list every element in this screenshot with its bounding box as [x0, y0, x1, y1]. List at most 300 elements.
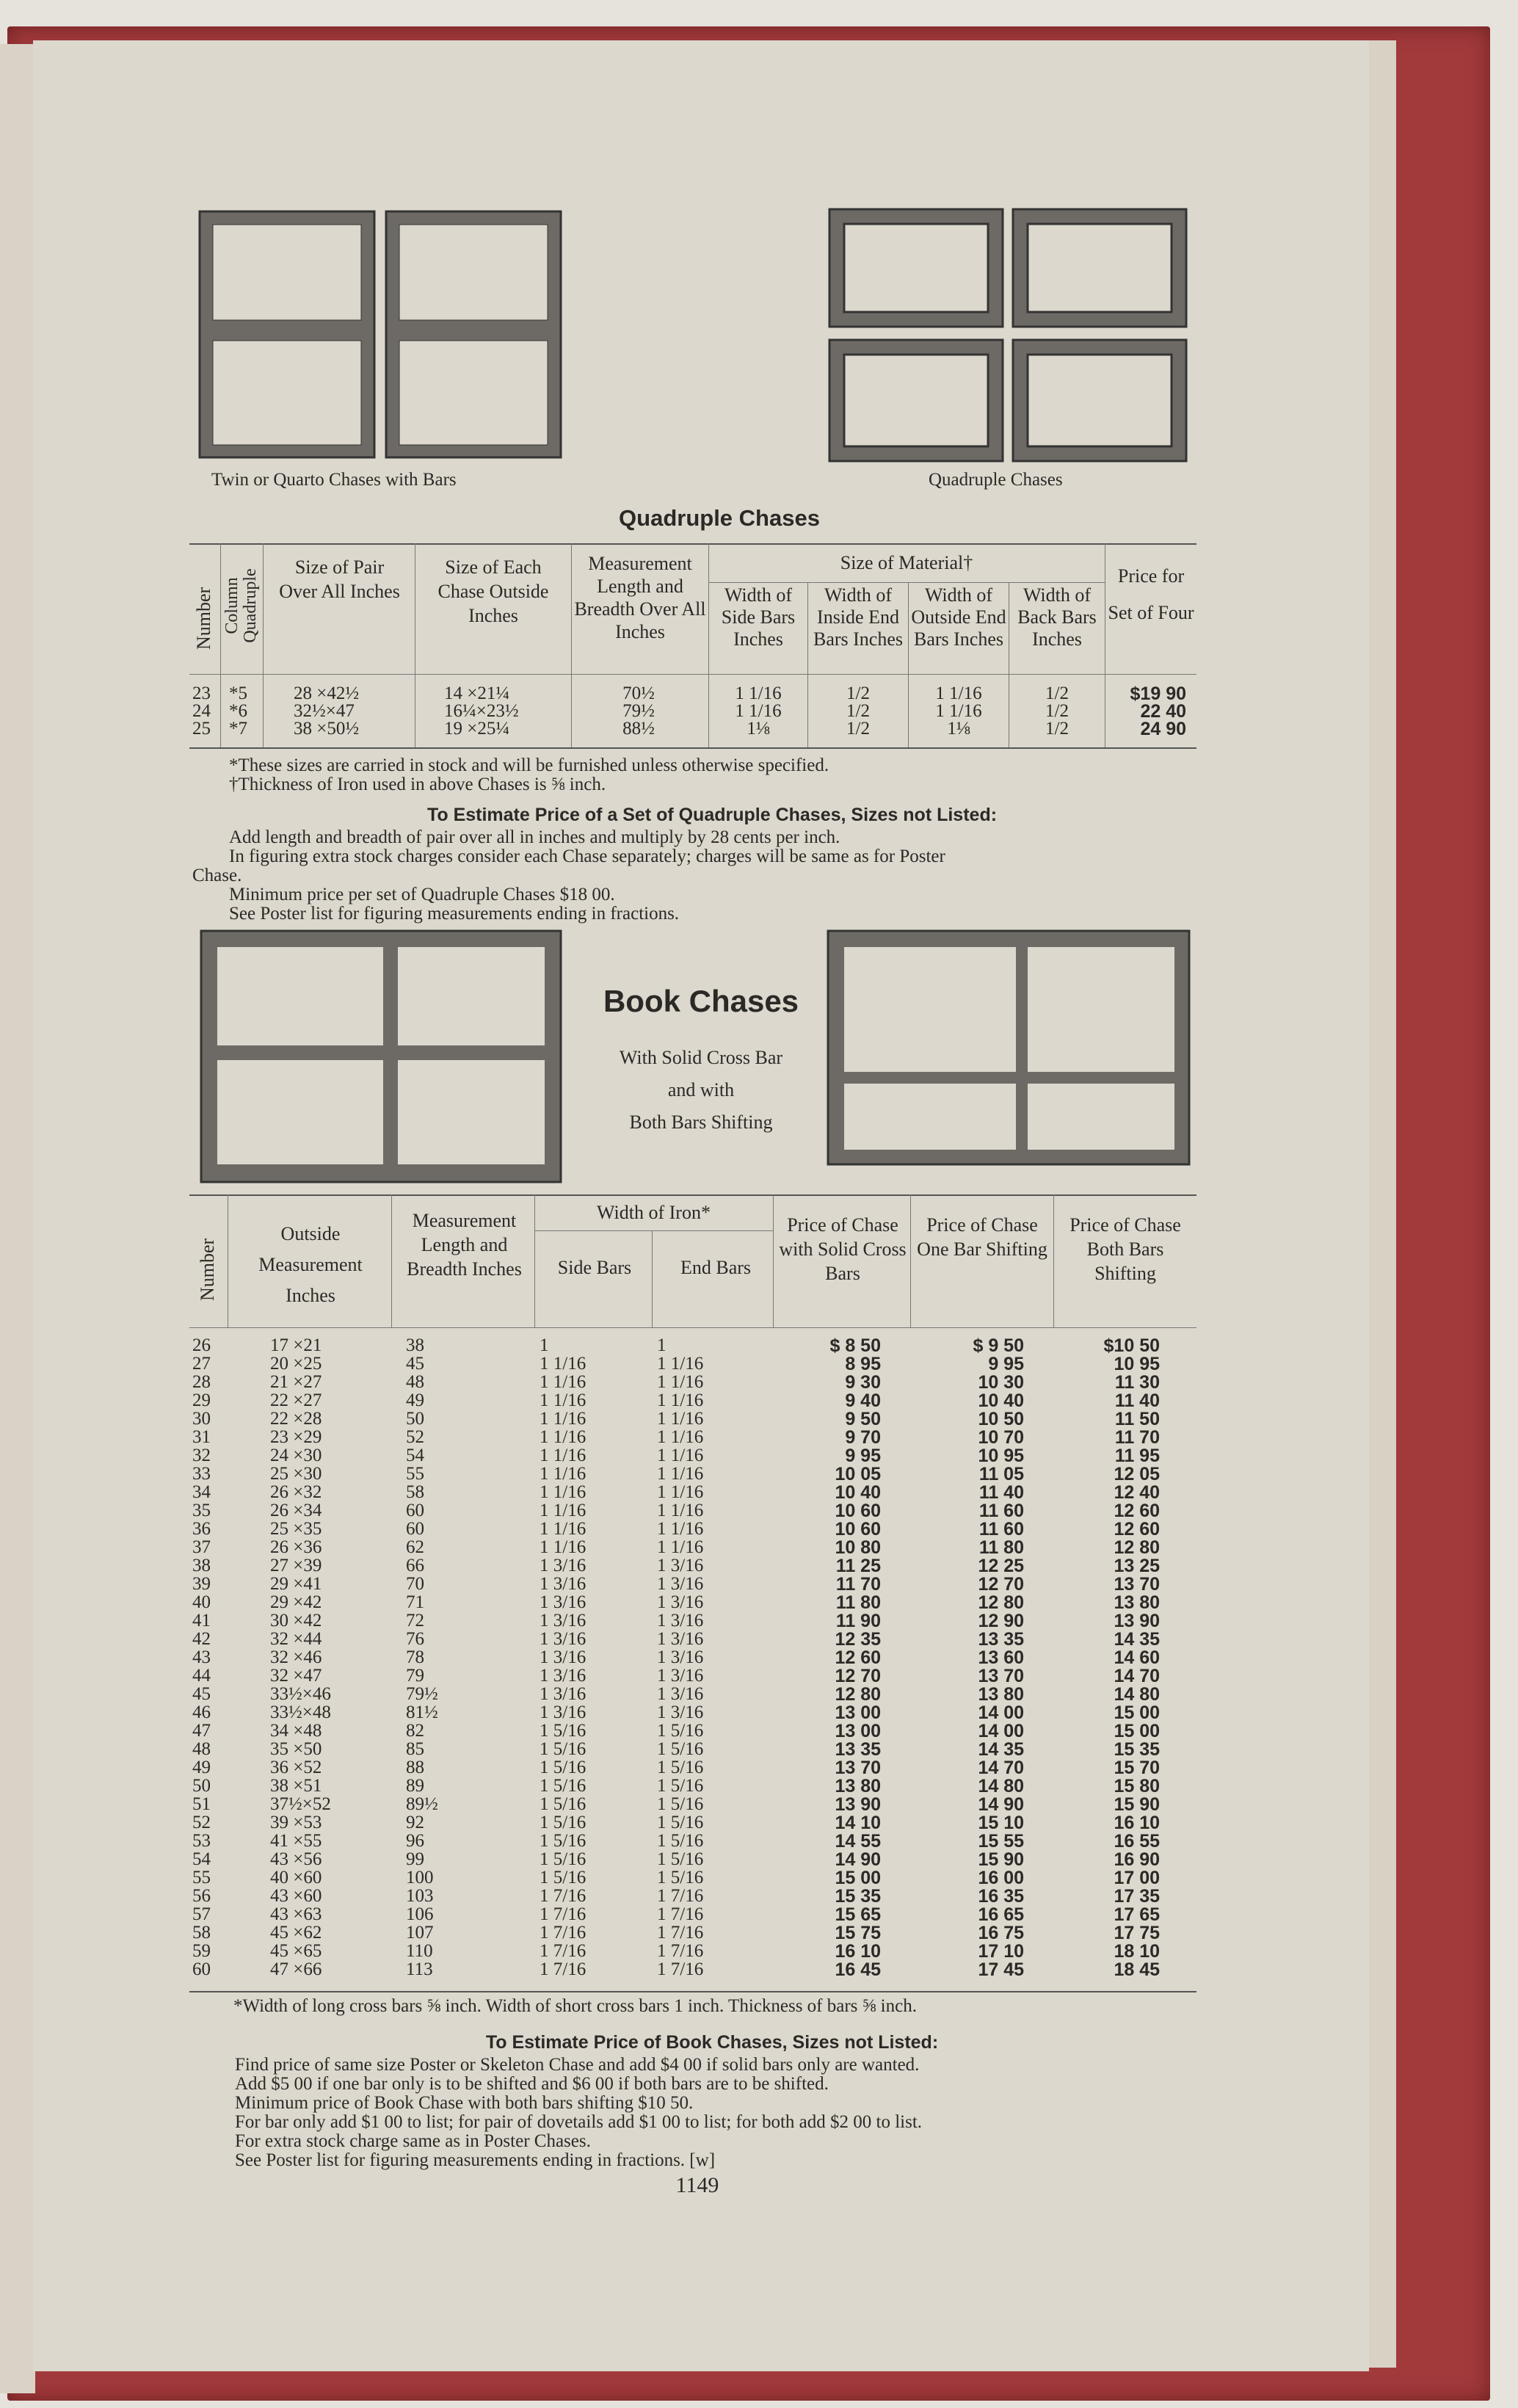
b-cell-side-bars: 1 3/16 — [540, 1684, 586, 1704]
b-cell-measurement: 79½ — [406, 1684, 438, 1704]
b-cell-price-one: 11 80 — [978, 1537, 1024, 1558]
b-cell-measurement: 107 — [406, 1923, 434, 1943]
q-cell-measurement: 79½ — [622, 701, 655, 721]
b-cell-price-one: 12 25 — [978, 1556, 1024, 1576]
b-cell-measurement: 38 — [406, 1335, 424, 1355]
b-cell-price-one: 17 45 — [978, 1959, 1024, 1980]
b-cell-price-both: 16 55 — [1114, 1831, 1160, 1852]
b-cell-price-one: 15 55 — [978, 1831, 1024, 1852]
b-cell-side-bars: 1 5/16 — [540, 1721, 586, 1741]
b-cell-price-both: 17 35 — [1114, 1886, 1160, 1907]
b-cell-price-solid: 13 35 — [835, 1739, 881, 1760]
b-cell-measurement: 92 — [406, 1813, 424, 1832]
b-cell-price-one: 15 90 — [978, 1849, 1024, 1870]
b-cell-number: 58 — [192, 1923, 211, 1943]
q-estimate-line: Chase. — [192, 866, 242, 885]
b-cell-outside: 36 ×52 — [270, 1758, 322, 1777]
b-cell-measurement: 72 — [406, 1611, 424, 1631]
b-cell-outside: 32 ×44 — [270, 1629, 322, 1649]
b-cell-price-solid: 8 95 — [845, 1354, 881, 1374]
twin-chases-figure — [198, 210, 565, 463]
book-chase-solid-bar-figure — [200, 929, 563, 1186]
b-cell-number: 27 — [192, 1354, 211, 1374]
b-cell-price-both: 14 70 — [1114, 1666, 1160, 1686]
b-cell-price-solid: 10 40 — [835, 1482, 881, 1503]
b-cell-price-one: 14 35 — [978, 1739, 1024, 1760]
b-cell-number: 33 — [192, 1464, 211, 1484]
b-cell-price-one: 11 60 — [978, 1501, 1024, 1521]
b-header-measurement: Measurement Length and Breadth Inches — [407, 1210, 522, 1280]
q-cell-number: 24 — [192, 701, 211, 721]
b-cell-side-bars: 1 1/16 — [540, 1446, 586, 1465]
b-cell-price-both: 12 40 — [1114, 1482, 1160, 1503]
b-cell-end-bars: 1 1/16 — [657, 1409, 704, 1429]
q-header-side-bars: Width of Side Bars Inches — [721, 584, 796, 650]
b-cell-end-bars: 1 1/16 — [657, 1427, 704, 1447]
b-cell-price-one: 10 30 — [978, 1372, 1024, 1393]
b-cell-number: 57 — [192, 1904, 211, 1924]
b-cell-price-solid: 15 65 — [835, 1904, 881, 1925]
b-cell-outside: 45 ×62 — [270, 1923, 322, 1943]
b-cell-number: 53 — [192, 1831, 211, 1851]
b-cell-end-bars: 1 5/16 — [657, 1868, 704, 1887]
b-cell-price-solid: 11 90 — [835, 1611, 881, 1631]
b-cell-side-bars: 1 1/16 — [540, 1482, 586, 1502]
b-cell-measurement: 60 — [406, 1519, 424, 1539]
q-cell-price: 22 40 — [1140, 701, 1186, 722]
b-cell-price-solid: 16 10 — [835, 1941, 881, 1962]
b-cell-price-both: 14 80 — [1114, 1684, 1160, 1705]
b-cell-price-solid: 9 30 — [845, 1372, 881, 1393]
b-cell-price-one: 14 80 — [978, 1776, 1024, 1796]
b-header-side-bars: Side Bars — [557, 1257, 632, 1278]
b-cell-measurement: 54 — [406, 1446, 424, 1465]
b-cell-price-both: 15 00 — [1114, 1721, 1160, 1741]
b-cell-price-solid: 14 10 — [835, 1813, 881, 1833]
b-cell-number: 46 — [192, 1702, 211, 1722]
b-cell-end-bars: 1 1/16 — [657, 1501, 704, 1520]
b-cell-outside: 26 ×32 — [270, 1482, 322, 1502]
b-cell-side-bars: 1 7/16 — [540, 1886, 586, 1906]
b-cell-end-bars: 1 3/16 — [657, 1666, 704, 1686]
b-cell-outside: 37½×52 — [270, 1794, 331, 1814]
b-cell-price-both: 15 00 — [1114, 1702, 1160, 1723]
b-cell-price-one: 13 35 — [978, 1629, 1024, 1650]
b-cell-price-solid: 12 35 — [835, 1629, 881, 1650]
b-cell-end-bars: 1 3/16 — [657, 1647, 704, 1667]
b-cell-end-bars: 1 1/16 — [657, 1446, 704, 1465]
book-chases-title: Book Chases — [603, 984, 799, 1018]
b-cell-price-one: 9 95 — [988, 1354, 1024, 1374]
b-cell-price-one: 13 70 — [978, 1666, 1024, 1686]
b-cell-side-bars: 1 1/16 — [540, 1427, 586, 1447]
b-cell-number: 44 — [192, 1666, 211, 1686]
q-header-price: Price for Set of Four — [1108, 565, 1194, 623]
b-cell-price-both: 15 35 — [1114, 1739, 1160, 1760]
b-cell-measurement: 71 — [406, 1592, 424, 1612]
b-cell-side-bars: 1 1/16 — [540, 1464, 586, 1484]
b-cell-measurement: 58 — [406, 1482, 424, 1502]
b-note-widths: *Width of long cross bars ⅝ inch. Width of short cross bars 1 inch. Thickness of bars ⅝ inch. — [233, 1996, 917, 2016]
q-cell-side-bars: 1 1/16 — [735, 683, 782, 703]
q-cell-column: *6 — [229, 701, 247, 721]
b-cell-measurement: 89½ — [406, 1794, 438, 1814]
book-subtitle-line: Both Bars Shifting — [629, 1111, 773, 1133]
book-chase-shifting-bars-figure — [827, 929, 1192, 1168]
b-header-outside: Outside Measurement Inches — [258, 1223, 363, 1306]
q-cell-back-bars: 1/2 — [1045, 719, 1069, 739]
b-cell-measurement: 45 — [406, 1354, 424, 1374]
facing-page-edge — [0, 44, 35, 2393]
b-cell-number: 40 — [192, 1592, 211, 1612]
b-cell-end-bars: 1 1/16 — [657, 1390, 704, 1410]
b-header-price-both: Price of Chase Both Bars Shifting — [1070, 1214, 1181, 1284]
q-note-thickness: †Thickness of Iron used in above Chases is ⅝ inch. — [229, 775, 606, 794]
b-cell-measurement: 62 — [406, 1537, 424, 1557]
b-header-price-solid: Price of Chase with Solid Cross Bars — [779, 1214, 907, 1284]
b-cell-measurement: 103 — [406, 1886, 434, 1906]
q-header-measurement: Measurement Length and Breadth Over All Inches — [574, 553, 706, 642]
b-cell-price-solid: 11 25 — [835, 1556, 881, 1576]
q-cell-each: 19 ×25¼ — [444, 719, 510, 739]
b-cell-side-bars: 1 1/16 — [540, 1501, 586, 1520]
b-cell-price-both: 13 25 — [1114, 1556, 1160, 1576]
b-cell-end-bars: 1 7/16 — [657, 1886, 704, 1906]
b-cell-measurement: 50 — [406, 1409, 424, 1429]
b-cell-price-one: 12 70 — [978, 1574, 1024, 1595]
b-cell-side-bars: 1 1/16 — [540, 1537, 586, 1557]
b-cell-measurement: 100 — [406, 1868, 434, 1887]
quadruple-title: Quadruple Chases — [619, 505, 820, 531]
b-cell-price-solid: 9 70 — [845, 1427, 881, 1448]
b-cell-number: 39 — [192, 1574, 211, 1594]
q-cell-pair: 28 ×42½ — [294, 683, 360, 703]
b-cell-price-one: 11 40 — [978, 1482, 1024, 1503]
b-cell-number: 50 — [192, 1776, 211, 1796]
b-cell-number: 35 — [192, 1501, 211, 1520]
b-cell-price-one: 16 75 — [978, 1923, 1024, 1943]
b-cell-outside: 45 ×65 — [270, 1941, 322, 1961]
b-cell-price-one: 11 60 — [978, 1519, 1024, 1540]
b-cell-side-bars: 1 1/16 — [540, 1354, 586, 1374]
b-cell-side-bars: 1 3/16 — [540, 1556, 586, 1575]
b-cell-outside: 33½×48 — [270, 1702, 331, 1722]
b-cell-end-bars: 1 1/16 — [657, 1537, 704, 1557]
b-cell-end-bars: 1 3/16 — [657, 1629, 704, 1649]
b-estimate-title: To Estimate Price of Book Chases, Sizes not Listed: — [485, 2032, 939, 2053]
b-cell-price-solid: 12 60 — [835, 1647, 881, 1668]
b-cell-end-bars: 1 3/16 — [657, 1702, 704, 1722]
b-cell-number: 52 — [192, 1813, 211, 1832]
q-cell-number: 23 — [192, 683, 211, 703]
b-cell-price-one: 10 95 — [978, 1446, 1024, 1466]
b-cell-measurement: 96 — [406, 1831, 424, 1851]
b-cell-measurement: 110 — [406, 1941, 433, 1961]
b-cell-price-solid: 10 05 — [835, 1464, 881, 1484]
b-cell-outside: 33½×46 — [270, 1684, 331, 1704]
b-cell-price-both: 12 60 — [1114, 1519, 1160, 1540]
b-cell-price-both: 13 70 — [1114, 1574, 1160, 1595]
b-estimate-line: Minimum price of Book Chase with both bars shifting $10 50. — [235, 2093, 694, 2113]
b-cell-price-one: 16 65 — [978, 1904, 1024, 1925]
b-cell-outside: 26 ×34 — [270, 1501, 322, 1520]
q-cell-measurement: 70½ — [622, 683, 655, 703]
b-cell-side-bars: 1 5/16 — [540, 1794, 586, 1814]
b-cell-measurement: 78 — [406, 1647, 424, 1667]
b-cell-price-solid: 12 70 — [835, 1666, 881, 1686]
b-cell-measurement: 55 — [406, 1464, 424, 1484]
b-cell-price-both: 12 05 — [1114, 1464, 1160, 1484]
b-cell-price-both: 14 60 — [1114, 1647, 1160, 1668]
b-cell-side-bars: 1 3/16 — [540, 1702, 586, 1722]
b-cell-measurement: 79 — [406, 1666, 424, 1686]
b-header-number: Number — [197, 1238, 218, 1301]
b-cell-price-one: 16 35 — [978, 1886, 1024, 1907]
b-cell-price-solid: 12 80 — [835, 1684, 881, 1705]
b-cell-price-solid: 13 80 — [835, 1776, 881, 1796]
b-cell-outside: 22 ×27 — [270, 1390, 322, 1410]
b-cell-outside: 35 ×50 — [270, 1739, 322, 1759]
q-estimate-line: Add length and breadth of pair over all in inches and multiply by 28 cents per inch. — [229, 827, 840, 847]
book-subtitle-line: With Solid Cross Bar — [619, 1047, 783, 1068]
b-cell-end-bars: 1 3/16 — [657, 1611, 704, 1631]
b-cell-outside: 40 ×60 — [270, 1868, 322, 1887]
q-header-outside-end: Width of Outside End Bars Inches — [911, 584, 1006, 650]
b-cell-measurement: 76 — [406, 1629, 424, 1649]
b-cell-side-bars: 1 5/16 — [540, 1758, 586, 1777]
b-cell-number: 43 — [192, 1647, 211, 1667]
b-cell-price-solid: $ 8 50 — [829, 1335, 881, 1356]
b-cell-side-bars: 1 3/16 — [540, 1666, 586, 1686]
b-cell-end-bars: 1 7/16 — [657, 1923, 704, 1943]
b-cell-price-solid: 16 45 — [835, 1959, 881, 1980]
b-cell-price-solid: 9 50 — [845, 1409, 881, 1429]
b-cell-price-one: 13 80 — [978, 1684, 1024, 1705]
b-cell-number: 32 — [192, 1446, 211, 1465]
b-cell-outside: 26 ×36 — [270, 1537, 322, 1557]
q-estimate-line: See Poster list for figuring measurements ending in fractions. — [229, 904, 680, 924]
b-cell-price-one: $ 9 50 — [973, 1335, 1024, 1356]
q-cell-inside-end: 1/2 — [846, 701, 870, 721]
b-cell-side-bars: 1 1/16 — [540, 1409, 586, 1429]
b-cell-price-one: 12 80 — [978, 1592, 1024, 1613]
b-cell-end-bars: 1 1/16 — [657, 1482, 704, 1502]
b-cell-side-bars: 1 5/16 — [540, 1739, 586, 1759]
q-cell-side-bars: 1 1/16 — [735, 701, 782, 721]
b-cell-outside: 22 ×28 — [270, 1409, 322, 1429]
q-header-number: Number — [193, 587, 214, 650]
b-cell-side-bars: 1 7/16 — [540, 1959, 586, 1979]
b-cell-outside: 29 ×42 — [270, 1592, 322, 1612]
b-cell-measurement: 113 — [406, 1959, 433, 1979]
b-cell-outside: 27 ×39 — [270, 1556, 322, 1575]
b-cell-price-both: 17 00 — [1114, 1868, 1160, 1888]
b-cell-side-bars: 1 5/16 — [540, 1776, 586, 1796]
b-cell-price-both: 13 80 — [1114, 1592, 1160, 1613]
q-header-column-quadruple: Column Quadruple — [222, 568, 260, 643]
b-cell-number: 37 — [192, 1537, 211, 1557]
b-cell-price-both: 12 80 — [1114, 1537, 1160, 1558]
b-cell-measurement: 99 — [406, 1849, 424, 1869]
b-cell-number: 55 — [192, 1868, 211, 1887]
b-cell-measurement: 82 — [406, 1721, 424, 1741]
b-cell-side-bars: 1 5/16 — [540, 1849, 586, 1869]
q-header-size-pair: Size of Pair Over All Inches — [279, 556, 400, 602]
q-cell-back-bars: 1/2 — [1045, 701, 1069, 721]
b-cell-price-solid: 13 90 — [835, 1794, 881, 1815]
b-cell-number: 36 — [192, 1519, 211, 1539]
b-cell-end-bars: 1 5/16 — [657, 1813, 704, 1832]
b-estimate-line: For bar only add $1 00 to list; for pair of dovetails add $1 00 to list; for both add $2 00 to list. — [235, 2112, 923, 2132]
b-cell-number: 49 — [192, 1758, 211, 1777]
b-cell-end-bars: 1 7/16 — [657, 1941, 704, 1961]
b-cell-measurement: 52 — [406, 1427, 424, 1447]
q-header-back-bars: Width of Back Bars Inches — [1017, 584, 1097, 650]
b-cell-end-bars: 1 1/16 — [657, 1372, 704, 1392]
q-header-size-each: Size of Each Chase Outside Inches — [437, 556, 549, 626]
q-cell-outside-end: 1 1/16 — [935, 701, 982, 721]
b-cell-price-both: 17 65 — [1114, 1904, 1160, 1925]
quadruple-chases-figure — [828, 208, 1188, 465]
b-cell-measurement: 89 — [406, 1776, 424, 1796]
b-cell-end-bars: 1 5/16 — [657, 1758, 704, 1777]
b-cell-side-bars: 1 7/16 — [540, 1904, 586, 1924]
b-cell-price-solid: 14 55 — [835, 1831, 881, 1852]
b-cell-price-solid: 10 60 — [835, 1519, 881, 1540]
b-cell-price-both: 14 35 — [1114, 1629, 1160, 1650]
b-cell-price-both: 11 50 — [1114, 1409, 1160, 1429]
b-cell-end-bars: 1 3/16 — [657, 1684, 704, 1704]
q-cell-price: $19 90 — [1130, 683, 1186, 704]
q-cell-outside-end: 1⅛ — [947, 719, 970, 739]
b-estimate-line: For extra stock charge same as in Poster Chases. — [235, 2131, 591, 2151]
b-cell-outside: 24 ×30 — [270, 1446, 322, 1465]
b-cell-price-solid: 15 35 — [835, 1886, 881, 1907]
b-cell-price-both: 18 10 — [1114, 1941, 1160, 1962]
b-cell-number: 38 — [192, 1556, 211, 1575]
b-cell-price-both: 11 70 — [1114, 1427, 1160, 1448]
b-cell-number: 51 — [192, 1794, 211, 1814]
b-cell-price-both: 16 10 — [1114, 1813, 1160, 1833]
b-cell-price-solid: 11 70 — [835, 1574, 881, 1595]
b-cell-number: 48 — [192, 1739, 211, 1759]
b-cell-price-both: 13 90 — [1114, 1611, 1160, 1631]
b-cell-measurement: 88 — [406, 1758, 424, 1777]
b-cell-end-bars: 1 3/16 — [657, 1556, 704, 1575]
b-cell-measurement: 48 — [406, 1372, 424, 1392]
b-cell-price-both: 16 90 — [1114, 1849, 1160, 1870]
b-cell-price-one: 14 90 — [978, 1794, 1024, 1815]
b-cell-price-solid: 13 00 — [835, 1702, 881, 1723]
b-cell-side-bars: 1 1/16 — [540, 1519, 586, 1539]
b-cell-outside: 23 ×29 — [270, 1427, 322, 1447]
b-cell-number: 42 — [192, 1629, 211, 1649]
b-cell-price-both: 15 90 — [1114, 1794, 1160, 1815]
q-cell-column: *5 — [229, 683, 247, 703]
q-cell-side-bars: 1⅛ — [747, 719, 770, 739]
b-cell-end-bars: 1 5/16 — [657, 1794, 704, 1814]
b-cell-measurement: 70 — [406, 1574, 424, 1594]
b-header-width-iron: Width of Iron* — [597, 1202, 711, 1223]
quadruple-chases-caption: Quadruple Chases — [929, 470, 1063, 490]
b-cell-measurement: 85 — [406, 1739, 424, 1759]
b-cell-side-bars: 1 3/16 — [540, 1629, 586, 1649]
b-cell-number: 41 — [192, 1611, 211, 1631]
b-cell-price-both: 15 80 — [1114, 1776, 1160, 1796]
b-cell-number: 59 — [192, 1941, 211, 1961]
b-cell-outside: 29 ×41 — [270, 1574, 322, 1594]
q-cell-inside-end: 1/2 — [846, 719, 870, 739]
b-cell-number: 56 — [192, 1886, 211, 1906]
q-cell-pair: 38 ×50½ — [294, 719, 360, 739]
b-cell-price-one: 13 60 — [978, 1647, 1024, 1668]
b-cell-end-bars: 1 3/16 — [657, 1592, 704, 1612]
b-cell-price-solid: 9 95 — [845, 1446, 881, 1466]
b-cell-number: 30 — [192, 1409, 211, 1429]
b-cell-price-solid: 9 40 — [845, 1390, 881, 1411]
q-cell-each: 14 ×21¼ — [444, 683, 510, 703]
b-cell-side-bars: 1 — [540, 1335, 549, 1355]
q-cell-price: 24 90 — [1140, 719, 1186, 739]
b-cell-price-both: 17 75 — [1114, 1923, 1160, 1943]
q-header-size-material: Size of Material† — [840, 552, 973, 573]
b-cell-measurement: 60 — [406, 1501, 424, 1520]
b-cell-end-bars: 1 5/16 — [657, 1776, 704, 1796]
b-cell-end-bars: 1 5/16 — [657, 1739, 704, 1759]
b-cell-number: 47 — [192, 1721, 211, 1741]
b-cell-outside: 47 ×66 — [270, 1959, 322, 1979]
b-cell-outside: 25 ×30 — [270, 1464, 322, 1484]
b-cell-price-one: 14 00 — [978, 1702, 1024, 1723]
q-cell-outside-end: 1 1/16 — [935, 683, 982, 703]
b-cell-price-one: 15 10 — [978, 1813, 1024, 1833]
b-cell-price-both: 11 40 — [1114, 1390, 1160, 1411]
b-cell-price-both: 18 45 — [1114, 1959, 1160, 1980]
q-note-stock: *These sizes are carried in stock and will be furnished unless otherwise specified. — [229, 755, 829, 775]
b-cell-outside: 43 ×60 — [270, 1886, 322, 1906]
b-cell-number: 54 — [192, 1849, 211, 1869]
b-cell-price-solid: 15 00 — [835, 1868, 881, 1888]
b-cell-end-bars: 1 3/16 — [657, 1574, 704, 1594]
b-cell-price-both: 12 60 — [1114, 1501, 1160, 1521]
q-cell-each: 16¼×23½ — [444, 701, 519, 721]
b-cell-end-bars: 1 7/16 — [657, 1959, 704, 1979]
b-cell-price-solid: 10 60 — [835, 1501, 881, 1521]
b-cell-outside: 43 ×56 — [270, 1849, 322, 1869]
b-cell-price-solid: 10 80 — [835, 1537, 881, 1558]
b-cell-outside: 38 ×51 — [270, 1776, 322, 1796]
b-cell-outside: 32 ×47 — [270, 1666, 322, 1686]
b-cell-measurement: 81½ — [406, 1702, 438, 1722]
b-cell-outside: 32 ×46 — [270, 1647, 322, 1667]
b-cell-price-both: $10 50 — [1103, 1335, 1160, 1356]
q-cell-inside-end: 1/2 — [846, 683, 870, 703]
b-header-price-one: Price of Chase One Bar Shifting — [917, 1214, 1047, 1260]
b-cell-side-bars: 1 5/16 — [540, 1868, 586, 1887]
q-cell-back-bars: 1/2 — [1045, 683, 1069, 703]
q-cell-column: *7 — [229, 719, 247, 739]
b-cell-price-solid: 13 70 — [835, 1758, 881, 1778]
b-cell-side-bars: 1 3/16 — [540, 1611, 586, 1631]
b-cell-end-bars: 1 5/16 — [657, 1849, 704, 1869]
page-number: 1149 — [675, 2173, 719, 2197]
b-cell-price-one: 17 10 — [978, 1941, 1024, 1962]
b-cell-side-bars: 1 7/16 — [540, 1923, 586, 1943]
b-cell-price-both: 11 95 — [1114, 1446, 1160, 1466]
b-cell-number: 60 — [192, 1959, 211, 1979]
b-cell-outside: 34 ×48 — [270, 1721, 322, 1741]
b-cell-end-bars: 1 7/16 — [657, 1904, 704, 1924]
